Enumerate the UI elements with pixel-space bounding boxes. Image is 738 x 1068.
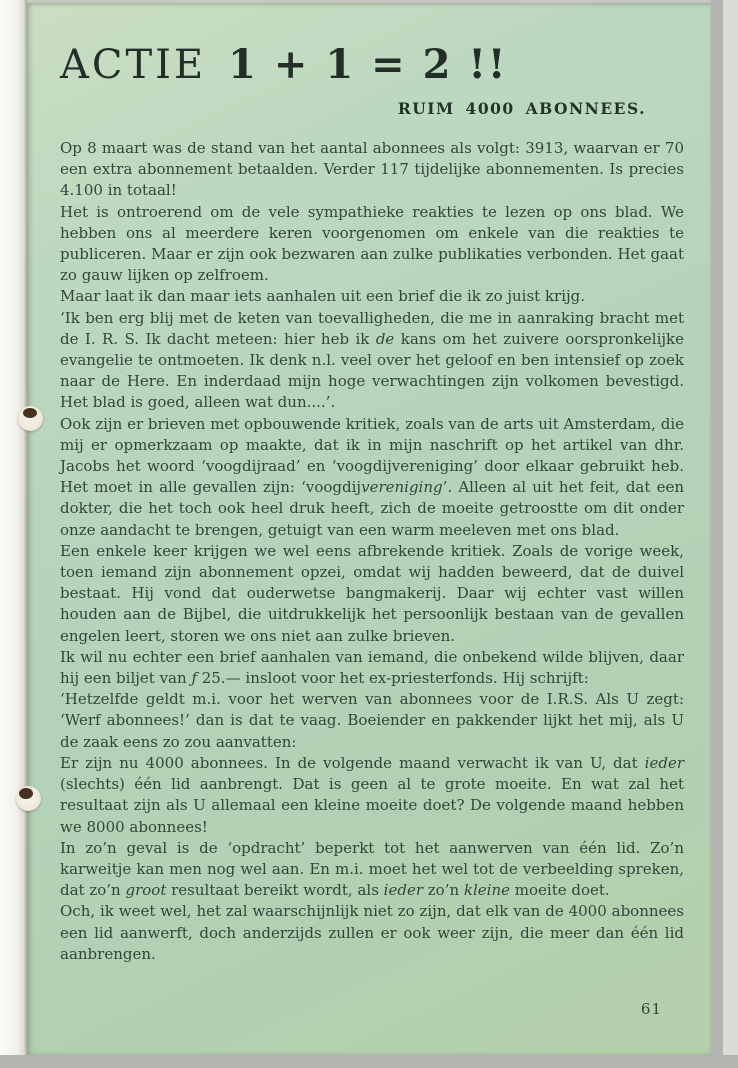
paragraph: Ook zijn er brieven met opbouwende kritiek, zoals van de arts uit Amsterdam, die mij er opmerkzaam op maakte, dat ik in mijn naschrift op het artikel van dhr. Jacobs het woord ‘voogdijraad’ en ‘voogdijvereniging’ door elkaar gebruikt heb. Het moet in alle gevallen zijn: ‘voogdijvereniging’. Alleen al uit het feit, dat een dokter, die het toch ook heel druk heeft, zich de moeite getroostte om dit onder onze aandacht te brengen, getuigt van een warm meeleven met ons blad. xyxy=(60,414,684,539)
paragraph: ‘Ik ben erg blij met de keten van toevalligheden, die me in aanraking bracht met de I. R. S. Ik dacht meteen: hier heb ik de kans om het zuivere oorspronkelijke evangelie te ontmoeten. Ik denk n.l. veel over het geloof en ben intensief op zoek naar de Here. En inderdaad mijn hoge verwachtingen zijn volkomen bevestigd. Het blad is goed, alleen wat dun....’. xyxy=(60,308,685,412)
article-title xyxy=(60,41,507,88)
magazine-page xyxy=(27,3,711,1055)
article-subtitle: RUIM 4000 ABONNEES. xyxy=(397,99,646,118)
paragraph: Het is ontroerend om de vele sympathieke reakties te lezen op ons blad. We hebben ons al meerdere keren voorgenomen om enkele van die reakties te publiceren. Maar er zijn ook bezwaren aan zulke publikaties verbonden. Het gaat zo gauw lijken op zelfroem. xyxy=(60,202,684,285)
page-number: 61 xyxy=(640,1000,662,1018)
paragraph: Op 8 maart was de stand van het aantal abonnees als volgt: 3913, waarvan er 70 een extra abonnement betaalden. Verder 117 tijdelijke abonnementen. Is precies 4.100 in totaal! xyxy=(60,139,684,200)
paragraph: Een enkele keer krijgen we wel eens afbrekende kritiek. Zoals de vorige week, toen iemand zijn abonnement opzei, omdat wij hadden beweerd, dat de duivel bestaat. Hij vond dat ouderwetse bangmakerij. Daar wij echter vast willen houden aan de Bijbel, die uitdrukkelijk het persoonlijk bestaan van de gevallen engelen leert, storen we ons niet aan zulke brieven. xyxy=(60,541,684,645)
scan-edge-right xyxy=(723,0,738,1068)
title-equation: 1 + 1 = 2 !! xyxy=(228,41,508,88)
paragraph: In zo’n geval is de ‘opdracht’ beperkt tot het aanwerven van één lid. Zo’n karweitje kan men nog wel aan. En m.i. moet het wel tot de verbeelding spreken, dat zo’n groot resultaat bereikt wordt, als ieder zo’n kleine moeite doet. xyxy=(60,838,684,900)
paragraph: Er zijn nu 4000 abonnees. In de volgende maand verwacht ik van U, dat ieder (slechts) één lid aanbrengt. Dat is geen al te grote moeite. En wat zal het resultaat zijn als U allemaal een kleine moeite doet? De volgende maand hebben we 8000 abonnees! xyxy=(60,753,684,836)
title-word: ACTIE xyxy=(60,42,207,88)
paragraph: ‘Hetzelfde geldt m.i. voor het werven van abonnees voor de I.R.S. Als U zegt: ‘Werf abonnees!’ dan is dat te vaag. Boeiender en pakkender lijkt het mij, als U de zaak eens zo zou aanvatten: xyxy=(60,690,684,751)
paragraph: Och, ik weet wel, het zal waarschijnlijk niet zo zijn, dat elk van de 4000 abonnees een lid aanwerft, doch anderzijds zullen er ook weer zijn, die meer dan één lid aanbrengen. xyxy=(60,902,684,963)
article-body xyxy=(60,138,684,965)
scan-edge-bottom xyxy=(0,1055,738,1068)
scan-edge-left xyxy=(0,0,27,1068)
punch-hole-top xyxy=(18,406,43,431)
page-edge-shadow-right xyxy=(711,0,723,1068)
paragraph: Maar laat ik dan maar iets aanhalen uit een brief die ik zo juist krijg. xyxy=(60,287,586,306)
punch-hole-bottom xyxy=(16,786,41,811)
paragraph: Ik wil nu echter een brief aanhalen van iemand, die onbekend wilde blijven, daar hij een biljet van ƒ 25.— insloot voor het ex-priesterfonds. Hij schrijft: xyxy=(60,647,684,688)
